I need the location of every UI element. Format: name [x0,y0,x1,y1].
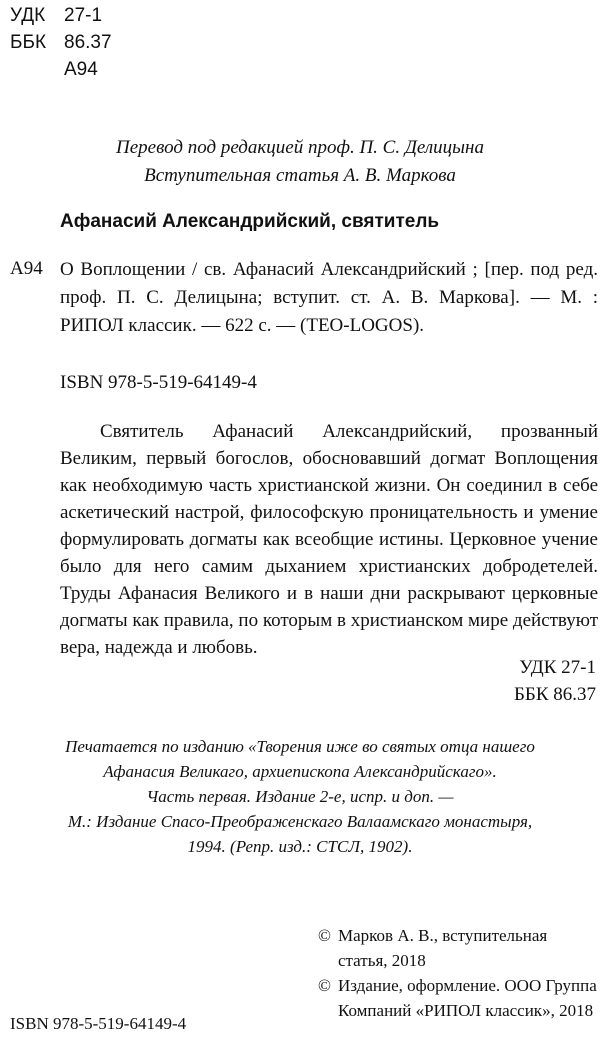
source-line: Афанасия Великаго, архиепископа Александрийскаго». [103,762,497,781]
source-line: Печатается по изданию «Творения иже во святых отца нашего [65,737,535,756]
annotation: Святитель Афанасий Александрийский, прозванный Великим, первый богослов, обосновавший догмат Воплощения как необходимую часть христианской жизни. Он соединил в себе аскетический настрой, философскую проницательность и умение формулировать догматы как всеобщие истины. Церковное учение было для него самим дыханием христианских добродетелей. Труды Афанасия Великого и в наши дни раскрывают церковные догматы как правила, по которым в христианском мире действуют вера, надежда и любовь. [60,421,598,658]
source-edition-note [0,734,600,859]
author-mark: А94 [10,258,43,279]
udk-code [10,2,112,29]
author-heading: Афанасий Александрийский, святитель [60,211,440,232]
copyright-item [318,973,598,1023]
author-mark-code [10,56,112,83]
copyright-symbol: © [318,976,331,995]
translation-credit: Перевод под редакцией проф. П. С. Делицына [116,137,484,158]
credits [0,134,600,190]
bbk-label: ББК [10,32,47,53]
source-line: 1994. (Репр. изд.: СТСЛ, 1902). [187,837,413,856]
source-line: М.: Издание Спасо-Преображенскаго Валаамскаго монастыря, [67,812,533,831]
bbk-value: 86.37 [64,32,112,53]
footer-bbk: ББК 86.37 [514,684,596,705]
bbk-code [10,29,112,56]
footer-udk: УДК 27-1 [519,657,596,678]
copyright-text: Марков А. В., вступительная статья, 2018 [338,926,548,970]
copyright-item [318,923,598,973]
classification-codes [10,2,112,83]
udk-label: УДК [10,5,46,26]
copyright-block [318,923,598,1023]
copyright-text: Издание, оформление. ООО Группа Компаний «РИПОЛ классик», 2018 [338,976,597,1020]
copyright-symbol: © [318,926,331,945]
bibliographic-description: О Воплощении / св. Афанасий Александрийский ; [пер. под ред. проф. П. С. Делицына; вступит. ст. А. В. Маркова]. — М. : РИПОЛ классик. — 622 с. — (TEO-LOGOS). [60,259,598,336]
isbn-footer: ISBN 978-5-519-64149-4 [10,1014,187,1033]
udk-value: 27-1 [64,5,103,26]
source-line: Часть первая. Издание 2-е, испр. и доп. — [146,787,454,806]
footer-codes [514,654,596,708]
author-mark-value: А94 [64,59,98,80]
intro-credit: Вступительная статья А. В. Маркова [144,165,456,186]
isbn: ISBN 978-5-519-64149-4 [60,372,257,393]
